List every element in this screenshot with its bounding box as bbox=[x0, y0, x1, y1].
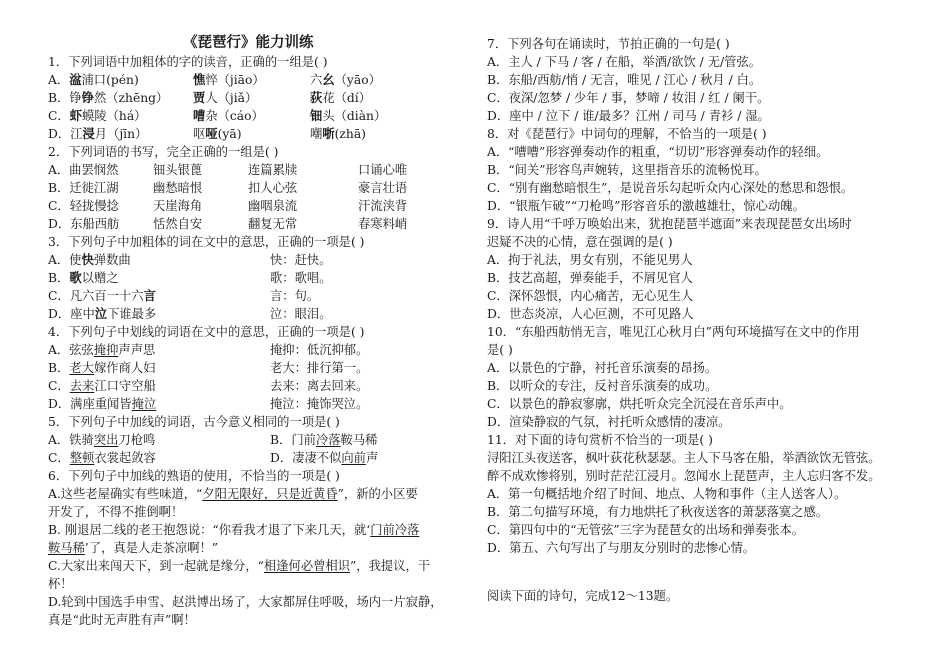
text-line bbox=[48, 611, 196, 629]
text-segment: ”，新的小区要 bbox=[337, 487, 418, 501]
text-line bbox=[248, 197, 297, 215]
text-segment: 蟆陵（há） bbox=[82, 109, 147, 123]
text-segment: A．以景色的宁静，衬托音乐演奏的昂扬。 bbox=[487, 361, 718, 375]
text-line bbox=[487, 35, 730, 53]
text-segment: A.这些老屋确实有些味道，“ bbox=[48, 487, 203, 501]
text-line bbox=[487, 287, 693, 305]
text-line bbox=[153, 161, 202, 179]
bold-char: 浸 bbox=[82, 126, 95, 141]
text-line bbox=[48, 521, 419, 539]
text-segment: 江口守空船 bbox=[94, 379, 156, 393]
text-segment: 幽愁暗恨 bbox=[153, 181, 203, 195]
text-line bbox=[48, 89, 168, 107]
text-segment: (zhā) bbox=[334, 127, 366, 141]
bold-char: 快 bbox=[81, 252, 94, 267]
text-segment: 鞍马稀 bbox=[340, 433, 378, 447]
text-segment: 7．下列各句在诵读时，节拍正确的一句是( ) bbox=[487, 37, 730, 51]
text-line bbox=[487, 71, 761, 89]
text-line bbox=[48, 143, 278, 161]
text-segment: D．满座重闻皆 bbox=[48, 397, 132, 411]
text-segment: 口诵心唯 bbox=[358, 163, 408, 177]
text-segment: B. 刚退居二线的老王抱怨说：“你看我才退了下来几天，就‘ bbox=[48, 523, 371, 537]
text-line bbox=[48, 287, 156, 305]
text-segment: A．“嘈嘈”形容弹奏动作的粗重，“切切”形容弹奏动作的轻细。 bbox=[487, 145, 829, 159]
text-segment: 浔阳江头夜送客，枫叶荻花秋瑟瑟。主人下马客在船，举酒欲饮无管弦。 bbox=[487, 451, 881, 465]
text-segment: A． bbox=[48, 73, 70, 87]
text-line bbox=[487, 161, 767, 179]
text-segment: C．凡六百一十六 bbox=[48, 289, 144, 303]
text-line bbox=[310, 89, 371, 107]
text-segment: A．曲罢悯然 bbox=[48, 163, 119, 177]
text-line bbox=[270, 431, 377, 449]
underlined-text: 相逢何必曾相识 bbox=[263, 559, 351, 573]
text-segment: D.轮到中国选手申雪、赵洪博出场了，大家都屏住呼吸，场内一片寂静， bbox=[48, 595, 443, 609]
text-line bbox=[48, 467, 340, 485]
text-line bbox=[270, 251, 332, 269]
text-line bbox=[487, 269, 693, 287]
text-segment: 快：赶快。 bbox=[270, 253, 332, 267]
text-line bbox=[487, 449, 881, 467]
text-line bbox=[48, 233, 364, 251]
text-segment: 5．下列句子中加线的词语，古今意义相同的一项是( ) bbox=[48, 415, 340, 429]
text-line bbox=[270, 395, 368, 413]
text-segment: 浦口(pén) bbox=[81, 73, 139, 87]
text-segment: 衣裳起敛容 bbox=[94, 451, 156, 465]
underlined-text: 整顿 bbox=[69, 451, 95, 465]
text-line bbox=[487, 251, 693, 269]
text-segment: 11．对下面的诗句赏析不恰当的一项是( ) bbox=[487, 433, 713, 447]
text-line bbox=[270, 341, 368, 359]
text-segment: 翻复无常 bbox=[248, 217, 298, 231]
text-segment: 是( ) bbox=[487, 343, 513, 357]
text-line bbox=[48, 593, 443, 611]
text-line bbox=[487, 215, 852, 233]
text-segment: 恬然自安 bbox=[153, 217, 203, 231]
text-line bbox=[48, 575, 73, 593]
text-segment: B．技艺高超，弹奏能手，不屑见官人 bbox=[487, 271, 693, 285]
text-segment: B．铮 bbox=[48, 91, 82, 105]
text-segment: D．世态炎凉，人心叵测，不可见路人 bbox=[487, 307, 694, 321]
bold-char: 哳 bbox=[322, 126, 335, 141]
text-line bbox=[48, 539, 218, 557]
text-line bbox=[487, 467, 881, 485]
text-segment: C.大家出来闯天下，到一起就是缘分，“ bbox=[48, 559, 264, 573]
text-line bbox=[48, 305, 156, 323]
text-line bbox=[487, 431, 713, 449]
text-line bbox=[270, 377, 368, 395]
bold-char: 虾 bbox=[69, 108, 83, 123]
text-segment: 真是“此时无声胜有声”啊！ bbox=[48, 613, 196, 627]
text-line bbox=[487, 323, 860, 341]
text-line bbox=[270, 269, 332, 287]
text-line bbox=[487, 413, 731, 431]
text-segment: D．“银瓶乍破”“刀枪鸣”形容音乐的激越雄壮，惊心动魄。 bbox=[487, 199, 805, 213]
text-line bbox=[310, 125, 366, 143]
text-segment: 春寒料峭 bbox=[358, 217, 408, 231]
text-line bbox=[487, 587, 678, 605]
text-line bbox=[48, 107, 146, 125]
bold-char: 荻 bbox=[310, 90, 323, 105]
text-line bbox=[487, 89, 769, 107]
text-line bbox=[48, 377, 156, 395]
text-segment: A．主人 / 下马 / 客 / 在船，举酒/欲饮 / 无/管弦。 bbox=[487, 55, 762, 69]
text-line bbox=[48, 161, 118, 179]
text-line bbox=[487, 233, 673, 251]
text-segment: D．第五、六句写出了与朋友分别时的悲惨心情。 bbox=[487, 541, 756, 555]
text-segment: 下谁最多 bbox=[107, 307, 157, 321]
text-segment: 杯！ bbox=[48, 577, 73, 591]
text-segment: 刀枪鸣 bbox=[118, 433, 156, 447]
text-line bbox=[358, 215, 407, 233]
text-segment: 2．下列词语的书写，完全正确的一组是( ) bbox=[48, 145, 279, 159]
text-segment: C．以景色的静寂寥廓，烘托听众完全沉浸在音乐声中。 bbox=[487, 397, 792, 411]
text-segment: A．弦弦 bbox=[48, 343, 94, 357]
text-line bbox=[48, 215, 119, 233]
text-line bbox=[48, 125, 147, 143]
text-segment: B．“间关”形容鸟声婉转，这里指音乐的流畅悦耳。 bbox=[487, 163, 767, 177]
text-segment: 嘲 bbox=[310, 127, 323, 141]
text-line bbox=[48, 197, 119, 215]
underlined-text: 突出 bbox=[93, 433, 119, 447]
bold-char: 哑 bbox=[205, 126, 218, 141]
text-line bbox=[48, 53, 328, 71]
text-segment: 月（jīn） bbox=[94, 127, 148, 141]
text-line bbox=[48, 395, 156, 413]
text-segment: 呕 bbox=[193, 127, 206, 141]
text-line bbox=[48, 431, 155, 449]
text-line bbox=[153, 215, 202, 233]
text-segment: 声声思 bbox=[118, 343, 156, 357]
underlined-text: 掩泣 bbox=[131, 397, 157, 411]
text-segment: 9．诗人用“千呼万唤始出来，犹抱琵琶半遮面”来表现琵琶女出场时 bbox=[487, 217, 852, 231]
text-line bbox=[48, 323, 364, 341]
bold-char: 贾 bbox=[193, 90, 206, 105]
text-line bbox=[487, 395, 792, 413]
underlined-text: 老大 bbox=[69, 361, 94, 375]
text-line bbox=[487, 485, 846, 503]
bold-char: 言 bbox=[143, 288, 156, 303]
text-line bbox=[48, 251, 131, 269]
text-segment: C．轻拢慢捻 bbox=[48, 199, 119, 213]
text-segment: 泣：眼泪。 bbox=[270, 307, 332, 321]
text-line bbox=[48, 179, 119, 197]
text-segment: 花（dí） bbox=[322, 91, 372, 105]
text-segment: 去来：离去回来。 bbox=[270, 379, 369, 393]
text-segment: C．“别有幽愁暗恨生”，是说音乐勾起听众内心深处的愁思和怨恨。 bbox=[487, 181, 854, 195]
text-segment: 迟疑不决的心情，意在强调的是( ) bbox=[487, 235, 673, 249]
text-segment: A．拘于礼法，男女有别，不能见男人 bbox=[487, 253, 693, 267]
text-segment: 6．下列句子中加线的熟语的使用，不恰当的一项是( ) bbox=[48, 469, 340, 483]
text-segment: B． bbox=[48, 361, 70, 375]
text-segment: 头（diàn） bbox=[322, 109, 387, 123]
text-segment: B．以听众的专注，反衬音乐演奏的成功。 bbox=[487, 379, 718, 393]
text-segment: 老大：排行第一。 bbox=[270, 361, 369, 375]
text-segment: A．使 bbox=[48, 253, 82, 267]
bold-char: 幺 bbox=[322, 72, 335, 87]
text-segment: 人（jiǎ） bbox=[205, 91, 258, 105]
text-segment: 8．对《琵琶行》中词句的理解，不恰当的一项是( ) bbox=[487, 127, 767, 141]
underlined-text: 夕阳无限好，只是近黄昏 bbox=[202, 487, 338, 501]
text-line bbox=[310, 71, 381, 89]
page-title bbox=[183, 34, 314, 52]
underlined-text: 鞍马稀 bbox=[48, 541, 85, 555]
bold-char: 嘈 bbox=[193, 108, 206, 123]
bold-char: 铮 bbox=[81, 90, 94, 105]
text-segment: 扣人心弦 bbox=[248, 181, 298, 195]
text-line bbox=[487, 125, 767, 143]
text-line bbox=[487, 197, 805, 215]
text-segment: 开发了，不得不推倒啊！ bbox=[48, 505, 184, 519]
text-line bbox=[487, 359, 717, 377]
text-line bbox=[193, 89, 257, 107]
bold-char: 歌 bbox=[69, 270, 82, 285]
text-line bbox=[487, 107, 770, 125]
text-segment: 1．下列词语中加粗体的字的读音，正确的一组是( ) bbox=[48, 55, 328, 69]
text-line bbox=[48, 485, 418, 503]
bold-char: 湓 bbox=[69, 72, 82, 87]
bold-char: 钿 bbox=[310, 108, 323, 123]
text-segment: 六 bbox=[310, 73, 323, 87]
text-segment: C．第四句中的“无管弦”三字为琵琶女的出场和弹奏张本。 bbox=[487, 523, 805, 537]
underlined-text: 掩抑 bbox=[93, 343, 119, 357]
text-segment: 连篇累牍 bbox=[248, 163, 298, 177]
text-segment: 4．下列句子中划线的词语在文中的意思，正确的一项是( ) bbox=[48, 325, 365, 339]
text-segment: ”，我提议，干 bbox=[350, 559, 431, 573]
text-line bbox=[270, 287, 319, 305]
text-segment: 天崖海角 bbox=[153, 199, 203, 213]
text-segment: D．座中 bbox=[48, 307, 95, 321]
text-segment: C． bbox=[48, 109, 70, 123]
text-line bbox=[487, 305, 694, 323]
text-segment: A．第一句概括地介绍了时间、地点、人物和事件（主人送客人）。 bbox=[487, 487, 847, 501]
underlined-text: 门前冷落 bbox=[370, 523, 420, 537]
text-line bbox=[310, 107, 386, 125]
text-line bbox=[248, 215, 297, 233]
text-line bbox=[487, 539, 755, 557]
text-segment: D．凄凄不似 bbox=[270, 451, 342, 465]
text-segment: A．铁骑 bbox=[48, 433, 94, 447]
text-line bbox=[487, 521, 804, 539]
text-line bbox=[487, 341, 513, 359]
text-segment: 悴（jiāo） bbox=[205, 73, 265, 87]
text-segment: B．东船/西舫/悄 / 无言，唯见 / 江心 / 秋月 / 白。 bbox=[487, 73, 762, 87]
text-line bbox=[487, 377, 717, 395]
text-segment: 杂（cáo） bbox=[205, 109, 264, 123]
text-segment: 《琵琶行》能力训练 bbox=[183, 34, 314, 51]
underlined-text: 向前 bbox=[341, 451, 366, 465]
text-segment: 豪言壮语 bbox=[358, 181, 408, 195]
text-segment: C．深怀怨恨，内心痛苦，无心见生人 bbox=[487, 289, 694, 303]
underlined-text: 去来 bbox=[69, 379, 95, 393]
text-segment: D．座中 / 泣下 / 谁/最多？江州 / 司马 / 青衫 / 湿。 bbox=[487, 109, 770, 123]
text-segment: B．门前 bbox=[270, 433, 316, 447]
bold-char: 泣 bbox=[94, 306, 108, 321]
text-segment: ’了，真是人走茶凉啊！” bbox=[84, 541, 219, 555]
text-segment: 汗流浃背 bbox=[358, 199, 408, 213]
text-segment: 掩泣：掩饰哭泣。 bbox=[270, 397, 369, 411]
text-line bbox=[487, 143, 828, 161]
text-segment: 3．下列句子中加粗体的词在文中的意思，正确的一项是( ) bbox=[48, 235, 365, 249]
text-segment: C． bbox=[48, 379, 70, 393]
text-segment: 醉不成欢惨将别，别时茫茫江浸月。忽闻水上琵琶声，主人忘归客不发。 bbox=[487, 469, 881, 483]
text-line bbox=[48, 341, 155, 359]
underlined-text: 冷落 bbox=[315, 433, 341, 447]
text-line bbox=[358, 179, 407, 197]
bold-char: 憔 bbox=[193, 72, 206, 87]
text-line bbox=[48, 449, 156, 467]
text-line bbox=[153, 197, 202, 215]
text-line bbox=[248, 179, 297, 197]
text-line bbox=[48, 557, 430, 575]
text-segment: 10．“东船西舫悄无言，唯见江心秋月白”两句环境描写在文中的作用 bbox=[487, 325, 860, 339]
text-segment: 掩抑：低沉抑郁。 bbox=[270, 343, 369, 357]
text-segment: B．第二句描写环境，有力地烘托了秋夜送客的萧瑟落寞之感。 bbox=[487, 505, 829, 519]
text-line bbox=[193, 107, 264, 125]
text-segment: 嫁作商人妇 bbox=[93, 361, 156, 375]
text-segment: 幽咽泉流 bbox=[248, 199, 298, 213]
text-segment: 然（zhēng） bbox=[93, 91, 169, 105]
text-segment: 以赠之 bbox=[81, 271, 119, 285]
text-line bbox=[48, 359, 155, 377]
text-line bbox=[358, 197, 407, 215]
text-segment: 言：句。 bbox=[270, 289, 320, 303]
text-segment: (yā) bbox=[217, 127, 242, 141]
text-line bbox=[358, 161, 407, 179]
text-line bbox=[193, 125, 242, 143]
text-line bbox=[487, 503, 828, 521]
text-line bbox=[270, 449, 378, 467]
text-segment: 声 bbox=[365, 451, 379, 465]
text-line bbox=[48, 269, 119, 287]
text-line bbox=[153, 179, 202, 197]
text-line bbox=[270, 305, 332, 323]
text-segment: B．迁徙江湖 bbox=[48, 181, 119, 195]
text-line bbox=[48, 413, 340, 431]
text-segment: C．夜深/忽梦 / 少年 / 事，梦啼 / 妆泪 / 红 / 阑干。 bbox=[487, 91, 770, 105]
text-segment: 钿头银蓖 bbox=[153, 163, 203, 177]
text-segment: （yāo） bbox=[334, 73, 381, 87]
text-segment: 阅读下面的诗句，完成12～13题。 bbox=[487, 589, 679, 603]
text-segment: D．东船西舫 bbox=[48, 217, 120, 231]
text-segment: B． bbox=[48, 271, 70, 285]
text-segment: D．渲染静寂的气氛，衬托听众感情的凄凉。 bbox=[487, 415, 731, 429]
text-line bbox=[48, 503, 183, 521]
text-line bbox=[487, 179, 853, 197]
text-line bbox=[193, 71, 265, 89]
text-segment: D．江 bbox=[48, 127, 83, 141]
text-segment: C． bbox=[48, 451, 70, 465]
text-line bbox=[487, 53, 761, 71]
text-segment: 歌：歌唱。 bbox=[270, 271, 332, 285]
text-line bbox=[248, 161, 297, 179]
text-line bbox=[48, 71, 139, 89]
text-segment: 弹数曲 bbox=[93, 253, 131, 267]
text-line bbox=[270, 359, 368, 377]
